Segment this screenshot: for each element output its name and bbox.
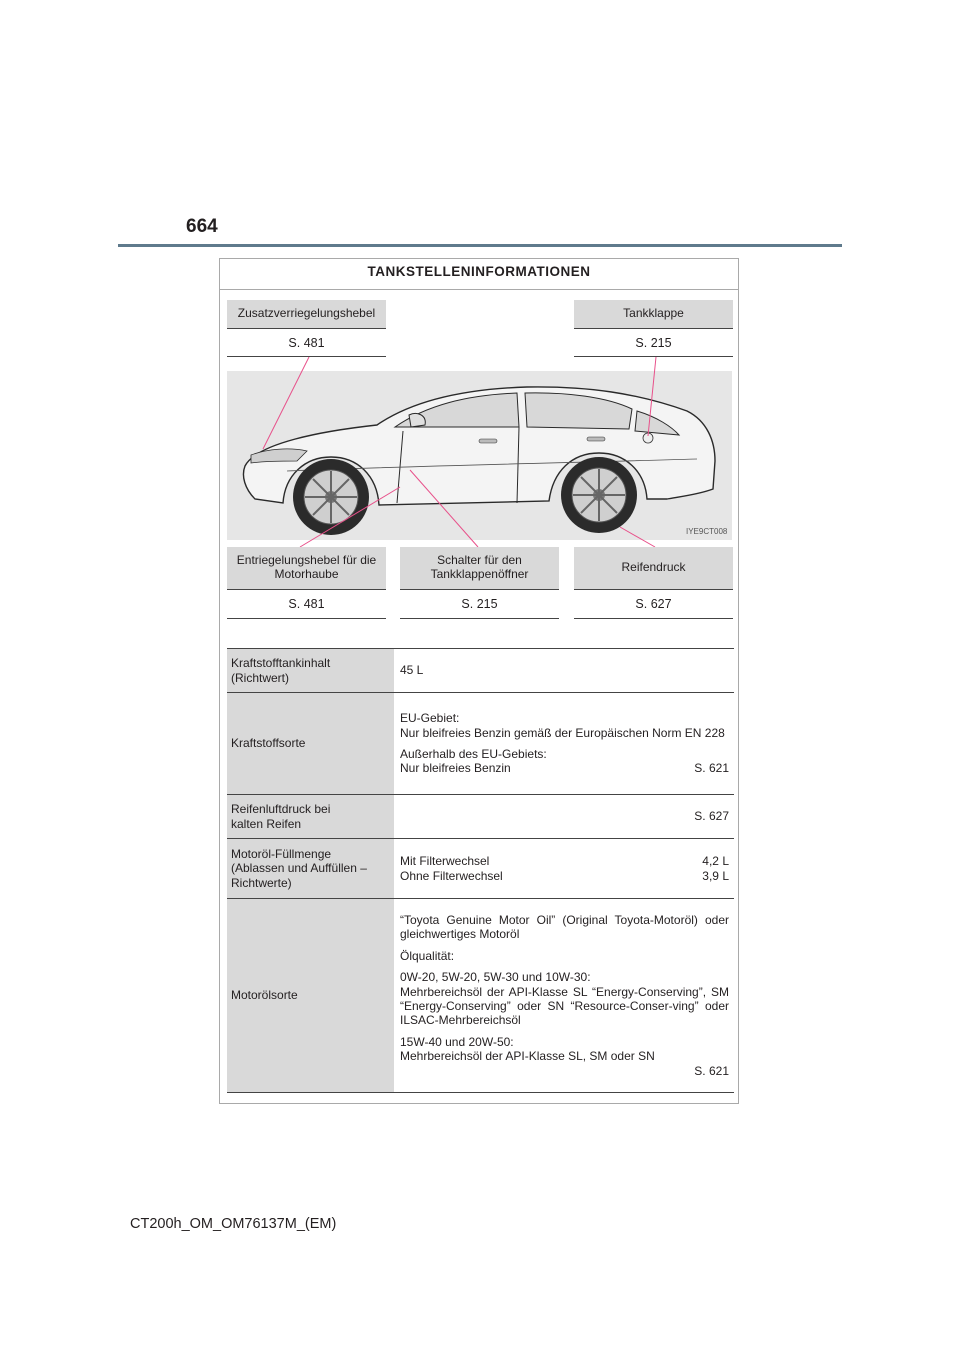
row-key-oil-type: Motorölsorte — [227, 899, 394, 1093]
callout-fuel-switch-ref[interactable]: S. 215 — [400, 590, 559, 619]
table-row — [227, 795, 734, 839]
row-value-oil-type: “Toyota Genuine Motor Oil” (Original Toyota-Motoröl) oder gleichwertiges Motoröl Ölqualität: 0W-20, 5W-20, 5W-30 und 10W-30: Mehrbereichsöl der API-Klasse SL “Energy-Conserving”, SM “Energy-Conserving” oder SN “Resource-Conser-ving” oder ILSAC-Mehrbereichsöl 15W-40 und 20W-50: Mehrbereichsöl der API-Klasse SL, SM oder SN S. 621 — [394, 899, 734, 1093]
callout-line-tire-pressure — [620, 527, 655, 547]
image-code: IYE9CT008 — [686, 527, 728, 536]
row-value-oil-capacity: Mit Filterwechsel 4,2 L Ohne Filterwechsel 3,9 L — [394, 839, 734, 899]
callout-hood-release-ref[interactable]: S. 481 — [227, 590, 386, 619]
callout-line-hood-lock — [263, 357, 309, 449]
page-number: 664 — [186, 216, 218, 237]
tire-cold-ref[interactable]: S. 627 — [694, 809, 729, 824]
callout-tire-pressure-label: Reifendruck — [574, 547, 733, 590]
callout-line-fuel-switch — [410, 470, 478, 547]
row-value-tire-cold — [394, 795, 734, 839]
callout-fuel-door-ref[interactable]: S. 215 — [574, 329, 733, 357]
table-row — [227, 839, 734, 899]
callout-tire-pressure-ref[interactable]: S. 627 — [574, 590, 733, 619]
row-key-oil-capacity: Motoröl-Füllmenge (Ablassen und Auffüllen – Richtwerte) — [227, 839, 394, 899]
callout-hood-lock-ref[interactable]: S. 481 — [227, 329, 386, 357]
oil-type-ref[interactable]: S. 621 — [694, 1063, 729, 1078]
row-value-capacity: 45 L — [394, 649, 734, 693]
callout-hood-release-label: Entriegelungshebel für die Motorhaube — [227, 547, 386, 590]
fuel-type-ref[interactable]: S. 621 — [694, 761, 729, 776]
table-row — [227, 899, 734, 1093]
callout-line-hood-release — [300, 487, 400, 547]
row-key-tire-cold: Reifenluftdruck bei kalten Reifen — [227, 795, 394, 839]
footer-code: CT200h_OM_OM76137M_(EM) — [130, 1216, 337, 1232]
table-row — [227, 649, 734, 693]
callout-hood-lock-label: Zusatzverriegelungshebel — [227, 300, 386, 329]
row-key-fuel-type: Kraftstoffsorte — [227, 693, 394, 795]
row-key-capacity: Kraftstofftankinhalt (Richtwert) — [227, 649, 394, 693]
callout-line-fuel-door — [648, 357, 656, 436]
callout-fuel-switch-label: Schalter für den Tankklappenöffner — [400, 547, 559, 590]
callout-fuel-door-label: Tankklappe — [574, 300, 733, 329]
row-value-fuel-type: EU-Gebiet: Nur bleifreies Benzin gemäß der Europäischen Norm EN 228 Außerhalb des EU-Gebiets: Nur bleifreies Benzin S. 621 — [394, 693, 734, 795]
table-row — [227, 693, 734, 795]
fuel-spec-table — [227, 648, 734, 1093]
section-title: TANKSTELLENINFORMATIONEN — [367, 264, 591, 279]
